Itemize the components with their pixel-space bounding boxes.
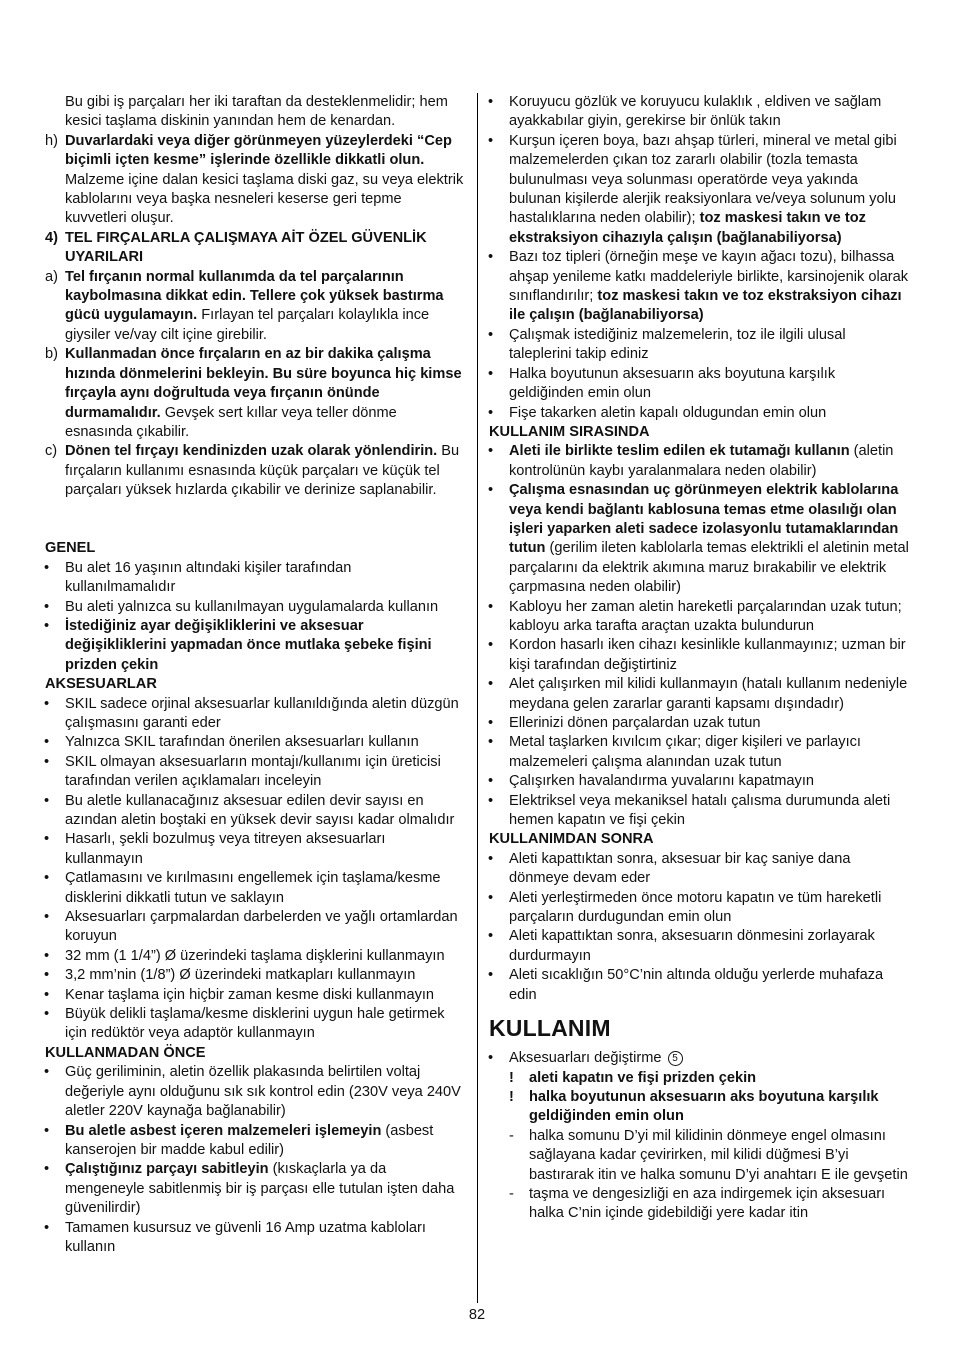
list-item (45, 1160, 465, 1218)
item-a-bold: Tel fırçanın normal kullanımda da tel parçalarının kaybolmasına dikkat edin. Tellere çok yüksek bastırma gücü uygulamayın. (65, 268, 444, 324)
list-item-text: Güç geriliminin, aletin özellik plakasında belirtilen voltaj değeriyle aynı olduğunu sık sık kontrol edin (230V veya 240V aletler 220V kaynağa bağlanabilir) (65, 1064, 461, 1120)
bullet-icon: • (488, 598, 494, 615)
item-c-bold: Dönen tel fırçayı kendinizden uzak olarak yönlendirin. (65, 443, 438, 460)
warning-2 (489, 1088, 911, 1127)
list-item-text: Aleti kapattıktan sonra, aksesuarın dönmesini zorlayarak durdurmayın (509, 928, 875, 964)
list-item-text: 3,2 mm’nin (1/8”) Ø üzerindeki matkapları kullanmayın (65, 967, 416, 984)
list-item-text: Kurşun içeren boya, bazı ahşap türleri, mineral ve metal gibi malzemelerden çıkan toz zararlı olabilir (tozla temasta bulunulması veya solunması operatörde veya yakında bulunan kişilerde alerjik reaksiyonlara ve/veya solunum yolu hastalıklarına neden olabilir); (509, 132, 897, 227)
bullet-icon: • (44, 734, 50, 751)
bullet-icon: • (44, 1006, 50, 1023)
list-item-text: Çatlamasını ve kırılmasını engellemek için taşlama/kesme disklerini dikkatli tutun ve saklayın (65, 870, 441, 906)
list-item-text: Bu aletle kullanacağınız aksesuar edilen devir sayısı en azından aletin boştaki en yüksek devir sayısı kadar olmalıdır (65, 792, 455, 828)
intro-text: Bu gibi iş parçaları her iki taraftan da desteklenmelidir; hem kesici taşlama diskinin yanından hem de kenardan. (65, 94, 448, 130)
bullet-icon: • (488, 676, 494, 693)
list-item (45, 966, 465, 985)
item-h (45, 132, 465, 229)
figure-reference-icon: 5 (668, 1051, 683, 1066)
top-safety-list (489, 93, 911, 423)
list-item (489, 326, 911, 365)
bullet-icon: • (488, 792, 494, 809)
item-b (45, 345, 465, 442)
kullanim-item (489, 1049, 911, 1068)
kullanmadan-heading: KULLANMADAN ÖNCE (45, 1044, 206, 1061)
list-item-text: Alet çalışırken mil kilidi kullanmayın (hatalı kullanım nedeniyle meydana gelen zararlar garanti kapsamı dışındadır) (509, 676, 908, 712)
list-item (489, 675, 911, 714)
warning-1 (489, 1069, 911, 1088)
item-a-text: Fırlayan tel parçaları kolaylıkla ince giysiler ve/vay cilt içine girebilir. (65, 307, 430, 343)
bullet-icon: • (44, 1064, 50, 1081)
list-item-text: (asbest kanserojen bir madde kabul edilir) (65, 1122, 434, 1158)
step-1-text: halka somunu D’yi mil kilidinin dönmeye engel olmasını sağlayana kadar çevirirken, mil kilidi düğmesi B’yi bastırarak itin ve halka somunu D’yi anahtarı E ile gevşetin (529, 1127, 908, 1183)
exclamation-icon: ! (509, 1069, 514, 1086)
list-item-text: Bazı toz tipleri (örneğin meşe ve kayın ağacı tozu), bilhassa ahşap yenileme katkı maddeleriyle birlikte, karsinojenik olarak sınıflandırılır; (509, 249, 909, 305)
kullanimdan-sonra-list (489, 850, 911, 1005)
list-item (489, 248, 911, 326)
exclamation-icon: ! (509, 1088, 514, 1105)
bullet-icon: • (488, 94, 494, 110)
genel-list (45, 559, 465, 675)
right-column (489, 93, 911, 1224)
bullet-icon: • (44, 909, 50, 926)
genel-heading: GENEL (45, 540, 96, 557)
list-item-text: Koruyucu gözlük ve koruyucu kulaklık , eldiven ve sağlam ayakkabılar giyin, gerekirse bir önlük takın (509, 94, 882, 130)
list-item (489, 966, 911, 1005)
aksesuarlar-heading: AKSESUARLAR (45, 676, 157, 693)
list-item-text: Aleti yerleştirmeden önce motoru kapatın ve tüm hareketli parçaların durdugundan emin olun (509, 889, 882, 926)
list-item (45, 617, 465, 675)
bullet-icon: • (44, 695, 50, 712)
list-item (45, 1219, 465, 1258)
list-item-bold-tail: toz maskesi takın ve toz ekstraksiyon cihazıyla çalışın (bağlanabiliyorsa) (509, 210, 866, 246)
list-item (489, 132, 911, 248)
list-item (45, 869, 465, 908)
list-item-text: Bu aleti yalnızca su kullanılmayan uygulamalarda kullanın (65, 598, 439, 615)
list-item-text: 32 mm (1 1/4”) Ø üzerindeki taşlama dişklerini kullanmayın (65, 947, 445, 964)
list-item-text: Büyük delikli taşlama/kesme disklerini uygun hale getirmek için redüktör veya adaptör kullanmayın (65, 1006, 445, 1042)
kullanim-item-text: Aksesuarları değiştirme (509, 1050, 662, 1067)
bullet-icon: • (44, 617, 50, 634)
bullet-icon: • (488, 850, 494, 867)
kullanim-heading: KULLANIM (489, 1015, 611, 1042)
list-item-bold: Aleti ile birlikte teslim edilen ek tutamağı kullanın (509, 443, 850, 460)
step-2-text: taşma ve dengesizliği en aza indirgemek için aksesuarı halka C’nin içinde gidebildiği yere kadar itin (529, 1185, 886, 1222)
list-item-text: (gerilim ileten kablolarla temas elektrikli el aletinin metal parçalarını da elektrik akımına maruz bırakabilir ve elektrik çarpmasına neden olabilir) (509, 540, 909, 596)
dash-icon: - (509, 1127, 514, 1144)
section-4-title: TEL FIRÇALARLA ÇALIŞMAYA AİT ÖZEL GÜVENLİK UYARILARI (65, 229, 427, 266)
bullet-icon: • (44, 831, 50, 848)
list-item (45, 792, 465, 831)
list-item-text: Aleti kapattıktan sonra, aksesuar bir kaç saniye dana dönmeye devam eder (509, 850, 851, 887)
list-item (489, 481, 911, 597)
bullet-icon: • (488, 326, 494, 343)
list-item-bold: Çalıştığınız parçayı sabitleyin (65, 1161, 269, 1178)
kullanim-sirasinda-heading: KULLANIM SIRASINDA (489, 423, 650, 440)
dash-icon: - (509, 1185, 514, 1202)
list-item-bold: Çalışma esnasından uç görünmeyen elektrik kablolarına veya kendi bağlantı kablosuna temas etme olasılığı olan işleri yaparken aleti sadece izolasyonlu tutamaklarından tutun (509, 482, 899, 557)
bullet-icon: • (488, 773, 494, 790)
bullet-icon: • (44, 559, 50, 576)
list-item (45, 1063, 465, 1121)
list-item-text: SKIL olmayan aksesuarların montajı/kullanımı için üreticisi tarafından verilen açıklamaları inceleyin (65, 753, 441, 790)
list-item (45, 1122, 465, 1161)
item-c-text: Bu fırçaların kullanımı esnasında küçük parçaları ve küçük tel parçaları yüksek hızlarda çıkabilir ve derinize saplanabilir. (65, 443, 460, 499)
list-item (45, 753, 465, 792)
list-item (489, 714, 911, 733)
list-item (45, 908, 465, 947)
bullet-icon: • (488, 734, 494, 751)
list-item-text: Aleti sıcaklığın 50°C’nin altında olduğu yerlerde muhafaza edin (509, 967, 884, 1003)
bullet-icon: • (488, 967, 494, 984)
item-h-bold: Duvarlardaki veya diğer görünmeyen yüzeylerdeki “Cep biçimli içten kesme” işlerinde özellikle dikkatli olun. (65, 132, 452, 169)
list-item (489, 636, 911, 675)
list-item-text: Halka boyutunun aksesuarın aks boyutuna karşılık geldiğinden emin olun (509, 365, 836, 402)
bullet-icon: • (44, 947, 50, 964)
list-item (489, 927, 911, 966)
list-item-text: Hasarlı, şekli bozulmuş veya titreyen aksesuarları kullanmayın (65, 831, 386, 867)
list-item (489, 889, 911, 928)
list-item-text: Çalışmak istediğiniz malzemelerin, toz ile ilgili ulusal taleplerini takip ediniz (509, 326, 846, 363)
list-item (45, 986, 465, 1005)
list-item-text: Tamamen kusursuz ve güvenli 16 Amp uzatma kabloları kullanın (65, 1219, 426, 1255)
kullanim-sirasinda-list (489, 442, 911, 830)
item-a-marker: a) (45, 268, 58, 285)
list-item (489, 772, 911, 791)
bullet-icon: • (488, 365, 494, 382)
bullet-icon: • (44, 753, 50, 770)
bullet-icon: • (44, 870, 50, 887)
section-4-heading (45, 229, 465, 268)
list-item-bold-tail: toz maskesi takın ve toz ekstraksiyon cihazı ile çalışın (bağlanabiliyorsa) (509, 288, 902, 324)
list-item-text: Kenar taşlama için hiçbir zaman kesme diski kullanmayın (65, 986, 435, 1003)
list-item-text: SKIL sadece orjinal aksesuarlar kullanıldığında aletin düzgün çalışmasını garanti eder (65, 695, 459, 731)
list-item (45, 947, 465, 966)
left-column (45, 93, 465, 1257)
bullet-icon: • (488, 482, 494, 499)
list-item (45, 830, 465, 869)
list-item-text: Elektriksel veya mekaniksel hatalı çalısma durumunda aleti hemen kapatın ve fişi çekin (509, 792, 891, 829)
item-c-marker: c) (45, 443, 58, 460)
step-1 (489, 1127, 911, 1185)
warning-2-text: halka boyutunun aksesuarın aks boyutuna karşılık geldiğinden emin olun (529, 1088, 879, 1125)
bullet-icon: • (488, 404, 494, 421)
list-item-text: Kordon hasarlı iken cihazı kesinlikle kullanmayınız; uzman bir kişi tarafından değiştirtiniz (509, 637, 906, 673)
list-item (489, 792, 911, 831)
item-b-bold: Kullanmadan önce fırçaların en az bir dakika çalışma hızında dönmelerini bekleyin. Bu süre boyunca hiç kimse fırçayla aynı doğrultuda veya fırçanın önünde durmamalıdır. (65, 346, 462, 421)
list-item-bold: İstediğiniz ayar değişikliklerini ve aksesuar değişikliklerini yapmadan önce mutlaka şebeke fişini prizden çekin (65, 617, 432, 673)
bullet-icon: • (44, 1122, 50, 1139)
bullet-icon: • (488, 928, 494, 945)
list-item (489, 733, 911, 772)
list-item-text: (kıskaçlarla ya da mengeneyle sabitlenmiş bir iş parçası elle tutulan işten daha güvenilirdir) (65, 1161, 455, 1217)
kullanmadan-list (45, 1063, 465, 1257)
section-4-marker: 4) (45, 229, 58, 246)
list-item (45, 559, 465, 598)
item-h-marker: h) (45, 132, 58, 149)
list-item (45, 1005, 465, 1044)
list-item-text: Metal taşlarken kıvılcım çıkar; diger kişileri ve parlayıcı malzemeleri çalışma alanından uzak tutun (509, 734, 861, 770)
kullanimdan-sonra-heading: KULLANIMDAN SONRA (489, 831, 654, 848)
warning-1-text: aleti kapatın ve fişi prizden çekin (529, 1069, 757, 1086)
bullet-icon: • (488, 1050, 494, 1067)
bullet-icon: • (488, 637, 494, 654)
list-item-text: Bu alet 16 yaşının altındaki kişiler tarafından kullanılmamalıdır (65, 559, 352, 596)
aksesuarlar-list (45, 695, 465, 1044)
list-item (45, 598, 465, 617)
step-2 (489, 1185, 911, 1224)
list-item-text: Fişe takarken aletin kapalı oldugundan emin olun (509, 404, 827, 421)
list-item (489, 93, 911, 132)
list-item-text: Ellerinizi dönen parçalardan uzak tutun (509, 715, 761, 731)
list-item (489, 365, 911, 404)
list-item-text: Aksesuarları çarpmalardan darbelerden ve yağlı ortamlardan koruyun (65, 909, 458, 945)
bullet-icon: • (44, 1161, 50, 1178)
bullet-icon: • (488, 132, 494, 149)
list-item-text: (aletin kontrolünün kaybı yaralanmalara neden olabilir) (509, 443, 894, 479)
page-number: 82 (468, 1307, 486, 1323)
bullet-icon: • (488, 249, 494, 266)
list-item (489, 850, 911, 889)
item-b-marker: b) (45, 346, 58, 363)
item-h-text: Malzeme içine dalan kesici taşlama diski gaz, su veya elektrik kablolarını veya başka nesneleri keserse geri tepme kuvvetleri oluşur. (65, 171, 464, 227)
list-item (489, 598, 911, 637)
column-divider (477, 93, 478, 1303)
item-c (45, 442, 465, 500)
item-b-text: Gevşek sert kıllar veya teller dönme esnasında çıkabilir. (65, 404, 397, 440)
list-item-text: Kabloyu her zaman aletin hareketli parçalarından uzak tutun; kabloyu arka tarafta araçtan uzakta bulundurun (509, 598, 902, 634)
bullet-icon: • (488, 715, 494, 731)
bullet-icon: • (44, 967, 50, 984)
bullet-icon: • (44, 986, 50, 1003)
bullet-icon: • (44, 598, 50, 615)
bullet-icon: • (44, 1219, 50, 1236)
bullet-icon: • (488, 443, 494, 460)
item-a (45, 268, 465, 346)
bullet-icon: • (44, 792, 50, 809)
list-item-bold: Bu aletle asbest içeren malzemeleri işlemeyin (65, 1122, 382, 1139)
list-item-text: Çalışırken havalandırma yuvalarını kapatmayın (509, 773, 814, 790)
list-item (45, 695, 465, 734)
list-item (45, 733, 465, 752)
list-item (489, 404, 911, 423)
list-item (489, 442, 911, 481)
list-item-text: Yalnızca SKIL tarafından önerilen aksesuarları kullanın (65, 734, 419, 751)
bullet-icon: • (488, 889, 494, 906)
